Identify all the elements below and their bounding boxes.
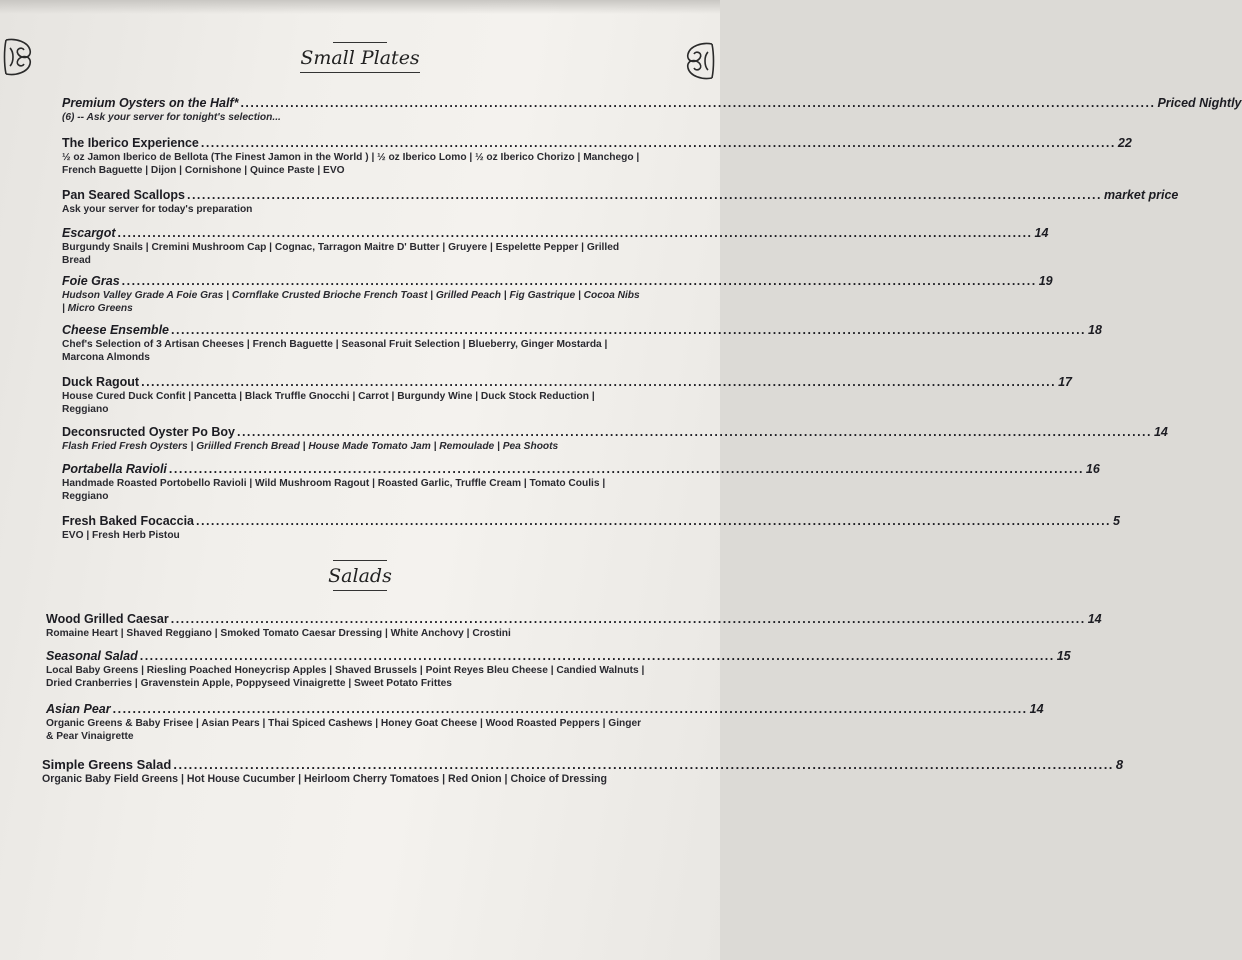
menu-item xyxy=(62,226,1049,267)
leader-dots: ........................................................................................................................................................................................ xyxy=(121,274,1037,288)
leader-dots: ........................................................................................................................................................................................ xyxy=(186,188,1102,202)
leader-dots: ........................................................................................................................................................................................ xyxy=(170,612,1086,626)
item-name: Cheese Ensemble xyxy=(62,323,169,337)
leader-dots: ........................................................................................................................................................................................ xyxy=(112,702,1028,716)
item-name: Deconsructed Oyster Po Boy xyxy=(62,425,235,439)
item-description: EVO | Fresh Herb Pistou xyxy=(62,530,180,541)
menu-item xyxy=(46,612,1102,640)
item-price: Priced Nightly xyxy=(1157,96,1242,110)
menu-item xyxy=(62,514,1120,542)
title-rule xyxy=(333,560,387,561)
item-name: Wood Grilled Caesar xyxy=(46,612,169,626)
section-title-text: Salads xyxy=(328,565,392,587)
item-description: Flash Fried Fresh Oysters | Griilled French Bread | House Made Tomato Jam | Remoulade | Pea Shoots xyxy=(62,441,559,452)
item-name: Seasonal Salad xyxy=(46,649,138,663)
leader-dots: ........................................................................................................................................................................................ xyxy=(173,757,1114,772)
section-title xyxy=(0,560,720,591)
menu-item xyxy=(42,757,1124,786)
item-price: 14 xyxy=(1034,226,1049,240)
leader-dots: ........................................................................................................................................................................................ xyxy=(196,514,1112,528)
item-price: 16 xyxy=(1085,462,1100,476)
menu-item xyxy=(62,274,1053,315)
title-rule xyxy=(333,590,387,591)
item-name: Duck Ragout xyxy=(62,375,140,389)
leader-dots: ........................................................................................................................................................................................ xyxy=(141,375,1057,389)
page-shadow xyxy=(0,0,720,14)
leader-dots: ........................................................................................................................................................................................ xyxy=(171,323,1087,337)
item-price: 14 xyxy=(1153,425,1168,439)
item-name: Premium Oysters on the Half* xyxy=(62,96,239,110)
item-description: Hudson Valley Grade A Foie Gras | Cornflake Crusted Brioche French Toast | Grilled Peach | Fig Gastrique | Cocoa Nibs | Micro Greens xyxy=(62,290,640,314)
item-price: 5 xyxy=(1113,514,1120,528)
item-description: Organic Baby Field Greens | Hot House Cucumber | Heirloom Cherry Tomatoes | Red Onion | Choice of Dressing xyxy=(42,773,607,785)
item-price: 19 xyxy=(1038,274,1053,288)
item-description: Burgundy Snails | Cremini Mushroom Cap | Cognac, Tarragon Maitre D' Butter | Gruyere | Espelette Pepper | Grilled Bread xyxy=(62,242,620,266)
item-name: Fresh Baked Focaccia xyxy=(62,514,195,528)
leader-dots: ........................................................................................................................................................................................ xyxy=(117,226,1033,240)
item-description: Ask your server for today's preparation xyxy=(62,204,253,215)
item-name: Foie Gras xyxy=(62,274,120,288)
item-price: 18 xyxy=(1088,323,1102,337)
item-description: (6) -- Ask your server for tonight's selection... xyxy=(62,112,281,123)
section-title-text: Small Plates xyxy=(300,47,420,69)
item-price: 8 xyxy=(1115,757,1124,772)
item-price: 14 xyxy=(1087,612,1102,626)
item-price: 17 xyxy=(1058,375,1073,389)
item-price: market price xyxy=(1104,188,1179,202)
menu-item xyxy=(62,188,1179,216)
leader-dots: ........................................................................................................................................................................................ xyxy=(200,136,1116,150)
leader-dots: ........................................................................................................................................................................................ xyxy=(139,649,1055,663)
menu-item xyxy=(46,702,1044,743)
leader-dots: ........................................................................................................................................................................................ xyxy=(236,425,1152,439)
item-name: Portabella Ravioli xyxy=(62,462,167,476)
menu-item xyxy=(62,96,1242,124)
item-description: Romaine Heart | Shaved Reggiano | Smoked Tomato Caesar Dressing | White Anchovy | Crostini xyxy=(46,628,511,639)
title-rule xyxy=(300,72,420,73)
item-name: Asian Pear xyxy=(46,702,111,716)
item-description: Handmade Roasted Portobello Ravioli | Wild Mushroom Ragout | Roasted Garlic, Truffle Cream | Tomato Coulis | Reggiano xyxy=(62,478,606,502)
item-name: Escargot xyxy=(62,226,116,240)
item-name: Pan Seared Scallops xyxy=(62,188,185,202)
item-price: 15 xyxy=(1056,649,1071,663)
menu-item xyxy=(62,425,1168,453)
menu-item xyxy=(62,136,1132,177)
menu-item xyxy=(62,462,1100,503)
leader-dots: ........................................................................................................................................................................................ xyxy=(168,462,1084,476)
item-description: Local Baby Greens | Riesling Poached Honeycrisp Apples | Shaved Brussels | Point Reyes Bleu Cheese | Candied Walnuts | Dried Cranberries | Gravenstein Apple, Poppyseed Vinaigrette | Sweet Potato Frittes xyxy=(46,665,645,689)
menu-item xyxy=(62,375,1073,416)
title-rule xyxy=(333,42,387,43)
leader-dots: ........................................................................................................................................................................................ xyxy=(240,96,1156,110)
item-description: House Cured Duck Confit | Pancetta | Black Truffle Gnocchi | Carrot | Burgundy Wine | Duck Stock Reduction | Reggiano xyxy=(62,391,595,415)
item-name: Simple Greens Salad xyxy=(42,757,172,772)
section-title xyxy=(0,42,720,73)
item-price: 14 xyxy=(1029,702,1044,716)
item-name: The Iberico Experience xyxy=(62,136,199,150)
menu-item xyxy=(46,649,1071,690)
item-description: ½ oz Jamon Iberico de Bellota (The Finest Jamon in the World ) | ½ oz Iberico Lomo | ½ oz Iberico Chorizo | Manchego | French Baguette | Dijon | Cornishone | Quince Paste | EVO xyxy=(62,152,640,176)
item-description: Organic Greens & Baby Frisee | Asian Pears | Thai Spiced Cashews | Honey Goat Cheese | Wood Roasted Peppers | Ginger & Pear Vinaigrette xyxy=(46,718,642,742)
item-description: Chef's Selection of 3 Artisan Cheeses | French Baguette | Seasonal Fruit Selection | Blueberry, Ginger Mostarda | Marcona Almonds xyxy=(62,339,608,363)
item-price: 22 xyxy=(1117,136,1132,150)
menu-item xyxy=(62,323,1102,364)
